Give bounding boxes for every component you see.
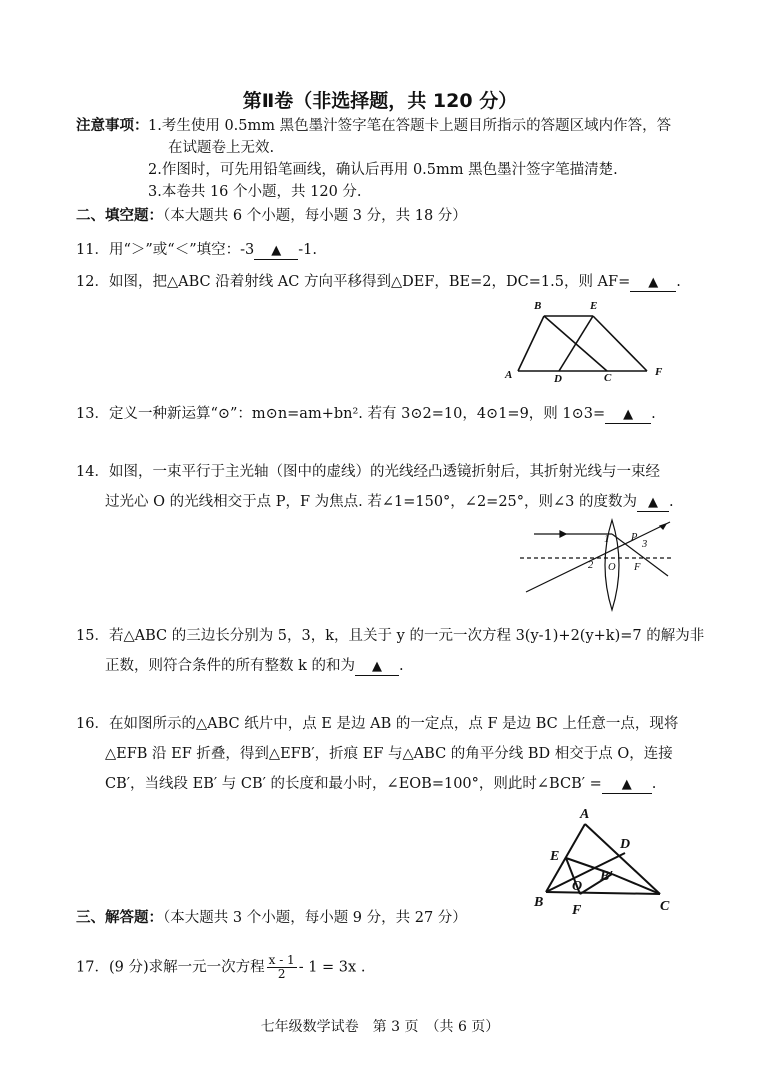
label-f: F <box>655 366 663 378</box>
label-d: D <box>620 837 631 852</box>
fraction: $\frac{x - 1}{2}$ <box>268 953 295 981</box>
label-a: A <box>505 369 513 381</box>
section-note: （本大题共 3 个小题，每小题 9 分，共 27 分） <box>163 910 467 926</box>
page-title: 第Ⅱ卷（非选择题，共 120 分） <box>242 90 518 112</box>
label-b: B <box>534 300 542 312</box>
question-12: 12．如图，把△ABC 沿着射线 AC 方向平移得到△DEF，BE=2，DC=1.5，则 AF= ▲ . <box>76 274 681 290</box>
answer-blank: ▲ <box>605 406 651 424</box>
point-f-label: F <box>634 562 641 573</box>
label-d: D <box>554 373 562 385</box>
angle-2-label: 2 <box>588 560 594 571</box>
section-note: （本大题共 6 个小题，每小题 3 分，共 18 分） <box>163 208 467 224</box>
lens-figure <box>516 520 676 612</box>
answer-blank: ▲ <box>630 274 676 292</box>
label-e: E <box>550 849 560 864</box>
question-16-line-1: 16．在如图所示的△ABC 纸片中，点 E 是边 AB 的一定点，点 F 是边 BC 上任意一点，现将 <box>76 716 679 732</box>
page-footer: 七年级数学试卷 第 3 页 （共 6 页） <box>260 1019 500 1035</box>
notice-label: 注意事项： <box>76 118 149 134</box>
folding-triangle-figure <box>530 804 680 918</box>
answer-blank: ▲ <box>254 242 298 260</box>
answer-blank: ▲ <box>355 658 399 676</box>
question-11: 11．用“＞”或“＜”填空：-3 ▲ -1. <box>76 242 317 258</box>
translation-figure <box>500 296 670 386</box>
notice-item-1: 1.考生使用 0.5mm 黑色墨汁签字笔在答题卡上题目所指示的答题区域内作答，答 <box>148 118 672 134</box>
answer-blank: ▲ <box>637 494 669 512</box>
label-a: A <box>580 807 590 822</box>
answer-blank: ▲ <box>602 776 652 794</box>
label-c: C <box>660 899 670 914</box>
label-b: B <box>534 895 544 910</box>
label-o: O <box>572 879 583 894</box>
label-c: C <box>604 372 612 384</box>
angle-3-label: 3 <box>642 539 648 550</box>
angle-1-label: 1 <box>604 534 610 545</box>
question-15-line-1: 15．若△ABC 的三边长分别为 5，3，k，且关于 y 的一元一次方程 3(y-1)+2(y+k)=7 的解为非 <box>76 628 705 644</box>
section-heading: 三、解答题： <box>76 910 163 926</box>
question-15-line-2: 正数，则符合条件的所有整数 k 的和为 ▲ . <box>105 658 404 674</box>
point-o-label: O <box>608 562 616 573</box>
label-b-prime: B′ <box>600 869 614 884</box>
notice-item-2: 2.作图时，可先用铅笔画线，确认后再用 0.5mm 黑色墨汁签字笔描清楚. <box>148 162 618 178</box>
label-f: F <box>572 903 582 918</box>
section-heading: 二、填空题： <box>76 208 163 224</box>
question-16-line-3: CB′，当线段 EB′ 与 CB′ 的长度和最小时，∠EOB=100°，则此时∠BCB′ = ▲ . <box>105 776 657 792</box>
question-14-line-1: 14．如图，一束平行于主光轴（图中的虚线）的光线经凸透镜折射后，其折射光线与一束经 <box>76 464 660 480</box>
question-14-line-2: 过光心 O 的光线相交于点 P，F 为焦点. 若∠1=150°，∠2=25°，则∠3 的度数为 ▲ . <box>105 494 674 510</box>
section-2-header <box>76 206 467 226</box>
question-13: 13．定义一种新运算“⊙”：m⊙n=am+bn². 若有 3⊙2=10，4⊙1=9，则 1⊙3= ▲ . <box>76 406 656 422</box>
label-e: E <box>590 300 598 312</box>
notice-item-3: 3.本卷共 16 个小题，共 120 分. <box>148 184 362 200</box>
point-p-label: P <box>631 532 638 543</box>
question-17: 17．(9 分)求解一元一次方程 $\frac{x - 1}{2}$ - 1 = 3x . <box>76 953 366 981</box>
section-3-header <box>76 908 467 928</box>
question-16-line-2: △EFB 沿 EF 折叠，得到△EFB′，折痕 EF 与△ABC 的角平分线 BD 相交于点 O，连接 <box>105 746 673 762</box>
notice-item-1-cont: 在试题卷上无效. <box>168 140 275 156</box>
